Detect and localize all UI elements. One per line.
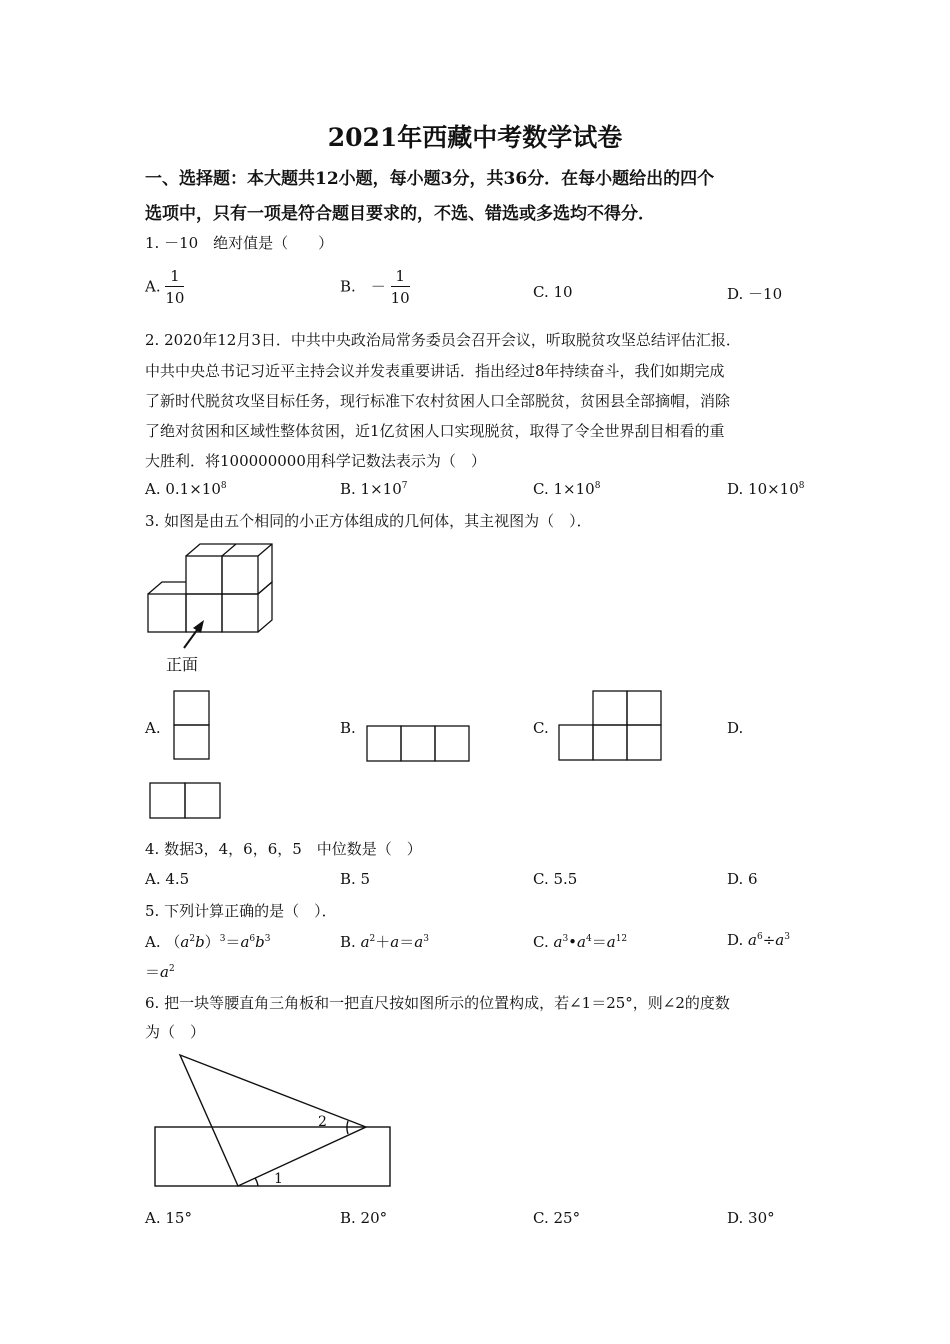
- q6-line-2: 为（ ）: [145, 1023, 206, 1041]
- q2-line-3: 了新时代脱贫攻坚目标任务，现行标准下农村贫困人口全部脱贫，贫困县全部摘帽，消除: [145, 392, 731, 410]
- q3-option-d-label: D.: [727, 719, 744, 737]
- q5-c-eq: ＝: [591, 933, 607, 951]
- q5-a-var-b: b: [195, 933, 205, 951]
- q5-a-var-a: a: [180, 933, 190, 951]
- q1-option-d: D. －10: [727, 285, 783, 303]
- q1-option-a: [145, 266, 184, 309]
- q1-option-c: C. 10: [533, 283, 573, 301]
- q5-d-line2-var: a: [160, 963, 169, 981]
- q2-option-c: [533, 480, 600, 498]
- q5-a-var-a2: a: [240, 933, 250, 951]
- q6-line-1: 6. 把一块等腰直角三角板和一把直尺按如图所示的位置构成，若∠1＝25°，则∠2的度数: [145, 994, 730, 1012]
- q5-a-eq: ＝: [225, 933, 241, 951]
- q3-option-d-figure: [148, 781, 224, 821]
- q5-b-eq: ＝: [399, 933, 415, 951]
- q5-d-exp2: 3: [784, 932, 790, 942]
- q5-c-var-a: a: [553, 933, 563, 951]
- q5-c-exp2: 4: [585, 934, 592, 944]
- q3-option-a-figure: [172, 689, 212, 761]
- q5-a-exp4: 3: [264, 934, 271, 944]
- q5-b-exp1: 2: [369, 934, 376, 944]
- q5-d-var-a2: a: [775, 931, 785, 949]
- q3-option-b-figure: [365, 724, 473, 764]
- q2-b-exp: 7: [401, 481, 408, 491]
- q1-a-numerator: 1: [165, 266, 184, 287]
- q5-a-exp1: 2: [189, 934, 196, 944]
- q1-b-denominator: 10: [390, 289, 410, 307]
- q6-option-b: B. 20°: [340, 1209, 388, 1227]
- q5-a-pre: A. （: [145, 933, 181, 951]
- q5-option-d: [727, 931, 790, 949]
- q2-option-a: [145, 480, 227, 498]
- page-title: 2021年西藏中考数学试卷: [327, 123, 623, 152]
- q2-line-2: 中共中央总书记习近平主持会议并发表重要讲话．指出经过8年持续奋斗，我们如期完成: [145, 362, 725, 380]
- q5-c-var-a3: a: [606, 933, 616, 951]
- q5-d-div: ÷: [762, 931, 776, 949]
- q2-d-base: D. 10×10: [727, 480, 799, 498]
- q2-option-b: [340, 480, 408, 498]
- q5-d-var-a: a: [748, 931, 757, 949]
- q5-c-var-a2: a: [577, 933, 586, 951]
- q3-option-c-figure: [557, 689, 665, 763]
- q1-stem: 1. －10 绝对值是（ ）: [145, 234, 334, 252]
- ruler: [155, 1127, 390, 1186]
- q6-ruler-triangle-figure: [150, 1050, 400, 1195]
- q2-a-exp: 8: [220, 481, 227, 491]
- set-square-triangle: [180, 1055, 366, 1186]
- q5-d-pre: D.: [727, 931, 749, 949]
- q4-option-b: B. 5: [340, 870, 371, 888]
- q1-b-label: B. －: [340, 277, 386, 296]
- q5-c-pre: C.: [533, 933, 554, 951]
- q1-b-fraction: [391, 266, 410, 309]
- q5-stem: 5. 下列计算正确的是（ ）．: [145, 902, 337, 920]
- q5-b-var-a2: a: [390, 933, 400, 951]
- q2-d-exp: 8: [798, 481, 805, 491]
- q4-stem: 4. 数据3，4，6，6，5 中位数是（ ）: [145, 840, 422, 858]
- q6-option-c: C. 25°: [533, 1209, 581, 1227]
- q2-c-exp: 8: [594, 481, 601, 491]
- q1-a-fraction: [165, 266, 184, 309]
- q3-option-c-label: C.: [533, 719, 549, 737]
- q5-option-c: [533, 931, 627, 952]
- q5-a-mid: ）: [204, 933, 220, 951]
- q1-b-numerator: 1: [391, 266, 410, 287]
- q6-option-a: A. 15°: [145, 1209, 192, 1227]
- q5-a-var-b2: b: [255, 933, 265, 951]
- q5-d-line2-eq: ＝: [145, 963, 161, 981]
- q5-a-exp2: 3: [219, 934, 226, 944]
- q1-a-denominator: 10: [165, 289, 185, 307]
- q3-stem: 3. 如图是由五个相同的小正方体组成的几何体，其主视图为（ ）．: [145, 512, 592, 530]
- q2-c-base: C. 1×10: [533, 480, 595, 498]
- q5-option-b: [340, 931, 429, 952]
- q5-d-line2-exp: 2: [168, 964, 175, 974]
- angle-2-label: 2: [318, 1114, 327, 1130]
- q5-b-mid: ＋: [375, 933, 391, 951]
- q5-c-dot: •: [568, 933, 578, 951]
- q2-b-base: B. 1×10: [340, 480, 402, 498]
- q5-option-a: [145, 931, 270, 952]
- q4-option-a: A. 4.5: [145, 870, 190, 888]
- q5-d-exp1: 6: [756, 932, 763, 942]
- q5-a-exp3: 6: [249, 934, 256, 944]
- q2-a-base: A. 0.1×10: [145, 480, 221, 498]
- q2-line-1: 2. 2020年12月3日．中共中央政治局常务委员会召开会议，听取脱贫攻坚总结评估汇报．: [145, 331, 741, 349]
- q5-option-d-continued: [145, 961, 175, 982]
- q5-b-exp2: 3: [423, 934, 429, 944]
- section-heading-line1: 一、选择题：本大题共12小题，每小题3分，共36分．在每小题给出的四个: [145, 169, 715, 189]
- q4-option-c: C. 5.5: [533, 870, 578, 888]
- q5-c-exp1: 3: [562, 934, 569, 944]
- q1-a-label: A.: [145, 277, 161, 296]
- q5-b-var-a: a: [360, 933, 370, 951]
- q3-option-a-label: A.: [145, 719, 161, 737]
- angle-1-label: 1: [274, 1171, 283, 1187]
- q3-solid-figure: [140, 540, 290, 675]
- q5-c-exp3: 12: [615, 934, 628, 944]
- q2-option-d: [727, 480, 805, 498]
- section-heading-line2: 选项中，只有一项是符合题目要求的，不选、错选或多选均不得分．: [145, 204, 655, 224]
- q5-b-pre: B.: [340, 933, 361, 951]
- q6-option-d: D. 30°: [727, 1209, 775, 1227]
- q3-front-label: 正面: [166, 655, 199, 674]
- q1-option-b: [340, 266, 410, 309]
- q5-b-var-a3: a: [414, 933, 424, 951]
- q2-line-4: 了绝对贫困和区域性整体贫困，近1亿贫困人口实现脱贫，取得了令全世界刮目相看的重: [145, 422, 725, 440]
- q4-option-d: D. 6: [727, 870, 758, 888]
- q3-option-b-label: B.: [340, 719, 356, 737]
- q2-line-5: 大胜利．将100000000用科学记数法表示为（ ）: [145, 452, 486, 470]
